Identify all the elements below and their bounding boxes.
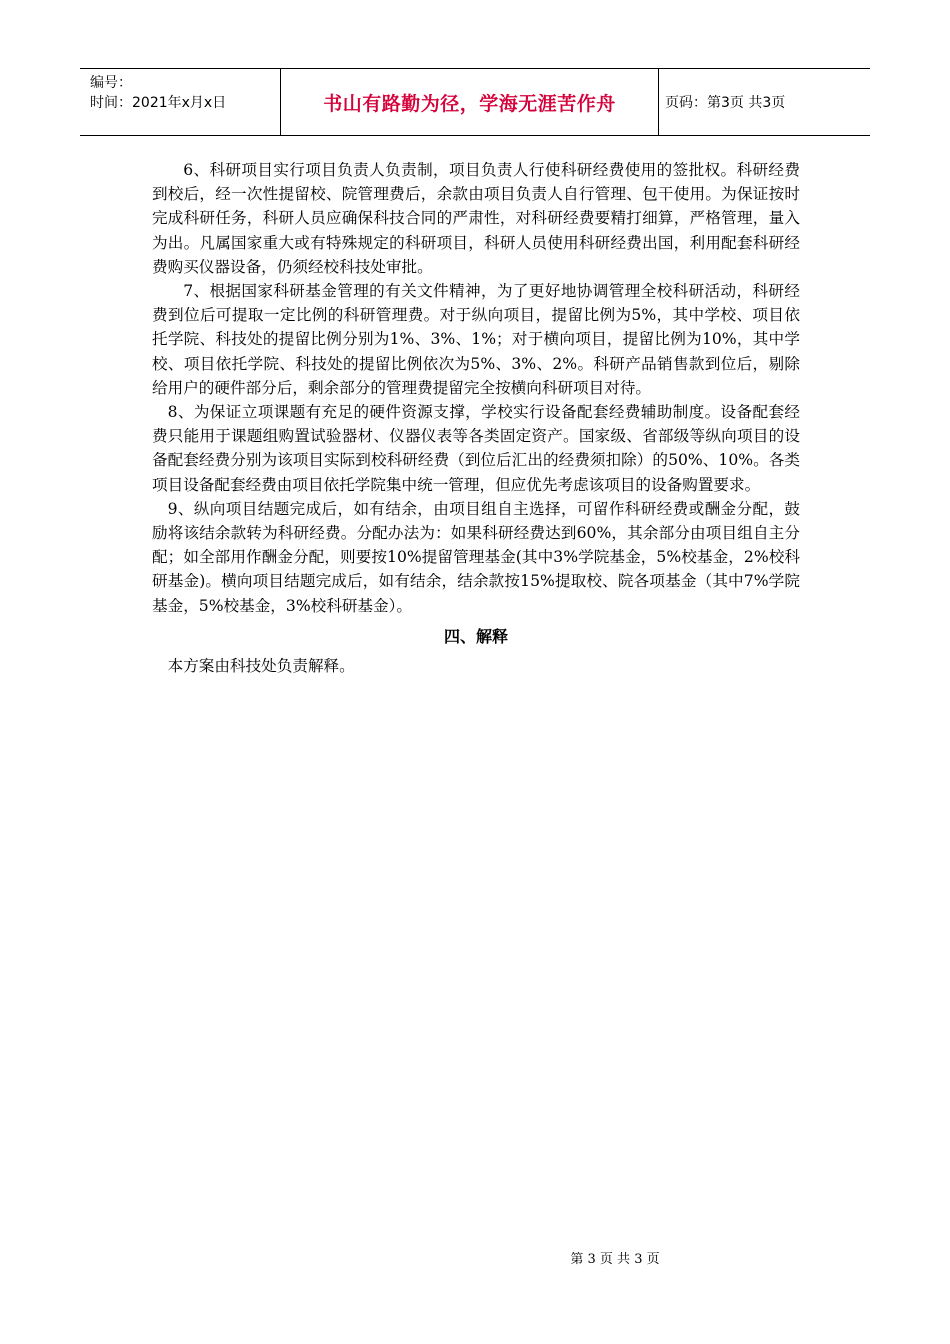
paragraph-7: 7、根据国家科研基金管理的有关文件精神，为了更好地协调管理全校科研活动，科研经费到位后可提取一定比例的科研管理费。对于纵向项目，提留比例为5%，其中学校、项目依托学院、科技处的提留比例分别为1%、3%、1%；对于横向项目，提留比例为10%，其中学校、项目依托学院、科技处的提留比例依次为5%、3%、2%。科研产品销售款到位后，剔除给用户的硬件部分后，剩余部分的管理费提留完全按横向科研项目对待。 [152,282,800,397]
document-number-label: 编号： [90,75,132,91]
paragraph-9: 9、纵向项目结题完成后，如有结余，由项目组自主选择，可留作科研经费或酬金分配，鼓励将该结余款转为科研经费。分配办法为：如果科研经费达到60%，其余部分由项目组自主分配；如全部用作酬金分配，则要按10%提留管理基金(其中3%学院基金，5%校基金，2%校科研基金)。横向项目结题完成后，如有结余，结余款按15%提取校、院各项基金（其中7%学院基金，5%校基金，3%校科研基金）。 [152,499,800,615]
section-body-explanation: 本方案由科技处负责解释。 [167,656,355,675]
header-meta [80,69,281,135]
page-footer: 第 3 页 共 3 页 [570,1252,660,1267]
paragraph-6: 6、科研项目实行项目负责人负责制，项目负责人行使科研经费使用的签批权。科研经费到校后，经一次性提留校、院管理费后，余款由项目负责人自行管理、包干使用。为保证按时完成科研任务，科研人员应确保科技合同的严肃性，对科研经费要精打细算，严格管理，量入为出。凡属国家重大或有特殊规定的科研项目，科研人员使用科研经费出国，利用配套科研经费购买仪器设备，仍须经校科技处审批。 [152,161,800,276]
section-title-explanation: 四、解释 [443,626,508,646]
document-time-label: 时间：2021年x月x日 [90,95,227,111]
document-body [152,158,800,678]
header-page-info: 页码：第3页 共3页 [665,95,786,111]
header-motto: 书山有路勤为径，学海无涯苦作舟 [281,69,659,135]
page-header [80,68,870,136]
paragraph-8: 8、为保证立项课题有充足的硬件资源支撑，学校实行设备配套经费辅助制度。设备配套经费只能用于课题组购置试验器材、仪器仪表等各类固定资产。国家级、省部级等纵向项目的设备配套经费分别为该项目实际到校科研经费（到位后汇出的经费须扣除）的50%、10%。各类项目设备配套经费由项目依托学院集中统一管理，但应优先考虑该项目的设备购置要求。 [152,403,800,494]
